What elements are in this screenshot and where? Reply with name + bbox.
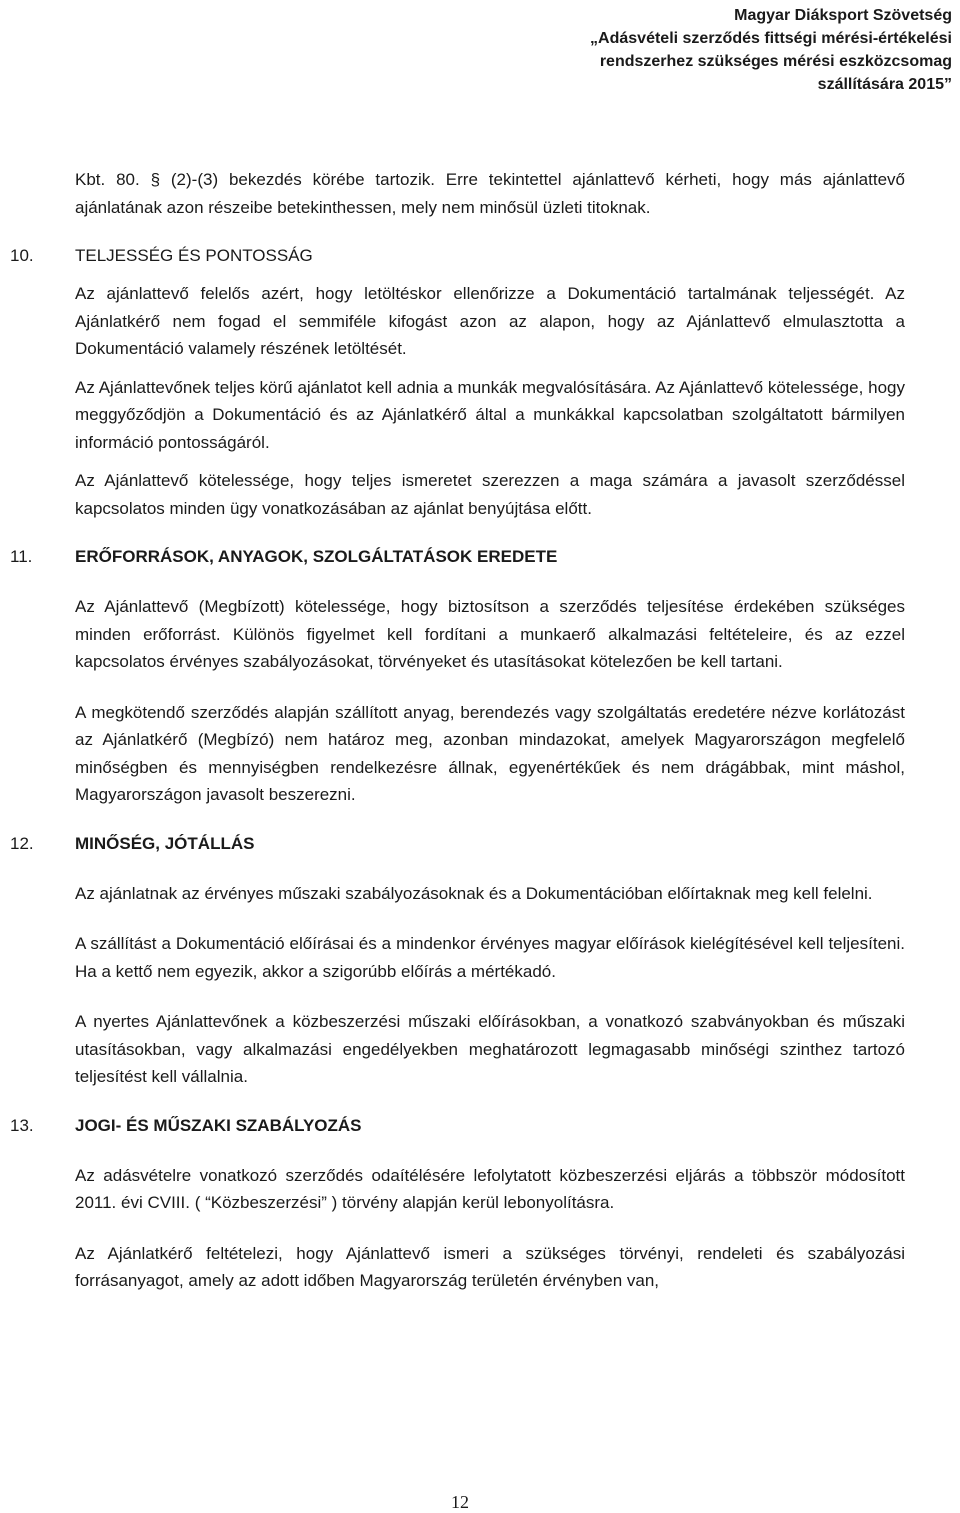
section-10-paragraph-3: Az Ajánlattevő kötelessége, hogy teljes ismeretet szerezzen a maga számára a javasolt szerződéssel kapcsolatos minden ügy vonatkozásában az ajánlat benyújtása előtt. [75,471,905,518]
section-number: 10. [10,246,34,265]
intro-paragraph: Kbt. 80. § (2)-(3) bekezdés körébe tartozik. Erre tekintettel ajánlattevő kérheti, hogy más ajánlattevő ajánlatának azon részeibe betekinthessen, mely nem minősül üzleti titoknak. [75,170,905,217]
section-10-paragraph-2: Az Ajánlattevőnek teljes körű ajánlatot kell adnia a munkák megvalósítására. Az Ajánlattevő kötelessége, hogy meggyőződjön a Dokumentáció és az Ajánlatkérő által a munkákkal kapcsolatban szolgáltatott bármilyen információ pontosságáról. [75,377,905,452]
section-heading-12 [10,830,905,857]
header-title-line-1: „Adásvételi szerződés fittségi mérési-értékelési [590,30,952,47]
section-11-paragraph-2: A megkötendő szerződés alapján szállított anyag, berendezés vagy szolgáltatás eredetére nézve korlátozást az Ajánlatkérő (Megbízó) nem határoz meg, azonban mindazokat, amelyek Magyarországon megfelelő minőségben és mennyiségben rendelkezésre állnak, egyenértékűek és nem drágábbak, mint máshol, Magyarországon javasolt beszerezni. [75,702,905,804]
header-title-line-3: szállítására 2015” [817,76,952,93]
section-number: 11. [10,547,33,566]
document-header [590,4,952,96]
section-title: MINŐSÉG, JÓTÁLLÁS [75,833,255,853]
header-title-line-2: rendszerhez szükséges mérési eszközcsomag [599,53,952,70]
section-title: TELJESSÉG ÉS PONTOSSÁG [75,246,313,265]
section-title: JOGI- ÉS MŰSZAKI SZABÁLYOZÁS [75,1115,362,1135]
section-number: 12. [10,833,34,853]
section-11-paragraph-1: Az Ajánlattevő (Megbízott) kötelessége, hogy biztosítson a szerződés teljesítése érdekében szükséges minden erőforrást. Különös figyelmet kell fordítani a munkaerő alkalmazási feltételeire, és az ezzel kapcsolatos érvényes szabályozásokat, törvényeket és utasításokat kötelezően be kell tartani. [75,597,905,671]
document-body [10,166,905,1295]
header-organization: Magyar Diáksport Szövetség [734,7,952,24]
section-heading-11 [10,543,905,570]
section-heading-10 [10,242,905,269]
section-12-paragraph-2: A szállítást a Dokumentáció előírásai és a mindenkor érvényes magyar előírások kielégítésével kell teljesíteni. Ha a kettő nem egyezik, akkor a szigorúbb előírás a mértékadó. [75,934,905,981]
section-13-paragraph-2: Az Ajánlatkérő feltételezi, hogy Ajánlattevő ismeri a szükséges törvényi, rendeleti és szabályozási forrásanyagot, amely az adott időben Magyarország területén érvényben van, [75,1243,905,1290]
section-10-paragraph-1: Az ajánlattevő felelős azért, hogy letöltéskor ellenőrizze a Dokumentáció tartalmának teljességét. Az Ajánlatkérő nem fogad el semmiféle kifogást azon az alapon, hogy az Ajánlattevő elmulasztotta a Dokumentáció valamely részének letöltését. [75,284,905,358]
section-12-paragraph-1: Az ajánlatnak az érvényes műszaki szabályozásoknak és a Dokumentációban előírtaknak meg kell felelni. [75,883,873,903]
section-13-paragraph-1: Az adásvételre vonatkozó szerződés odaítélésére lefolytatott közbeszerzési eljárás a többször módosított 2011. évi CVIII. ( “Közbeszerzési” ) törvény alapján kerül lebonyolításra. [75,1165,905,1212]
section-heading-13 [10,1112,905,1139]
section-title: ERŐFORRÁSOK, ANYAGOK, SZOLGÁLTATÁSOK EREDETE [75,547,558,566]
page-number: 12 [451,1492,469,1512]
section-12-paragraph-3: A nyertes Ajánlattevőnek a közbeszerzési műszaki előírásokban, a vonatkozó szabványokban és műszaki utasításokban, vagy alkalmazási engedélyekben meghatározott legmagasabb minőségi szinthez tartozó teljesítést kell vállalnia. [75,1012,905,1086]
section-number: 13. [10,1115,34,1135]
